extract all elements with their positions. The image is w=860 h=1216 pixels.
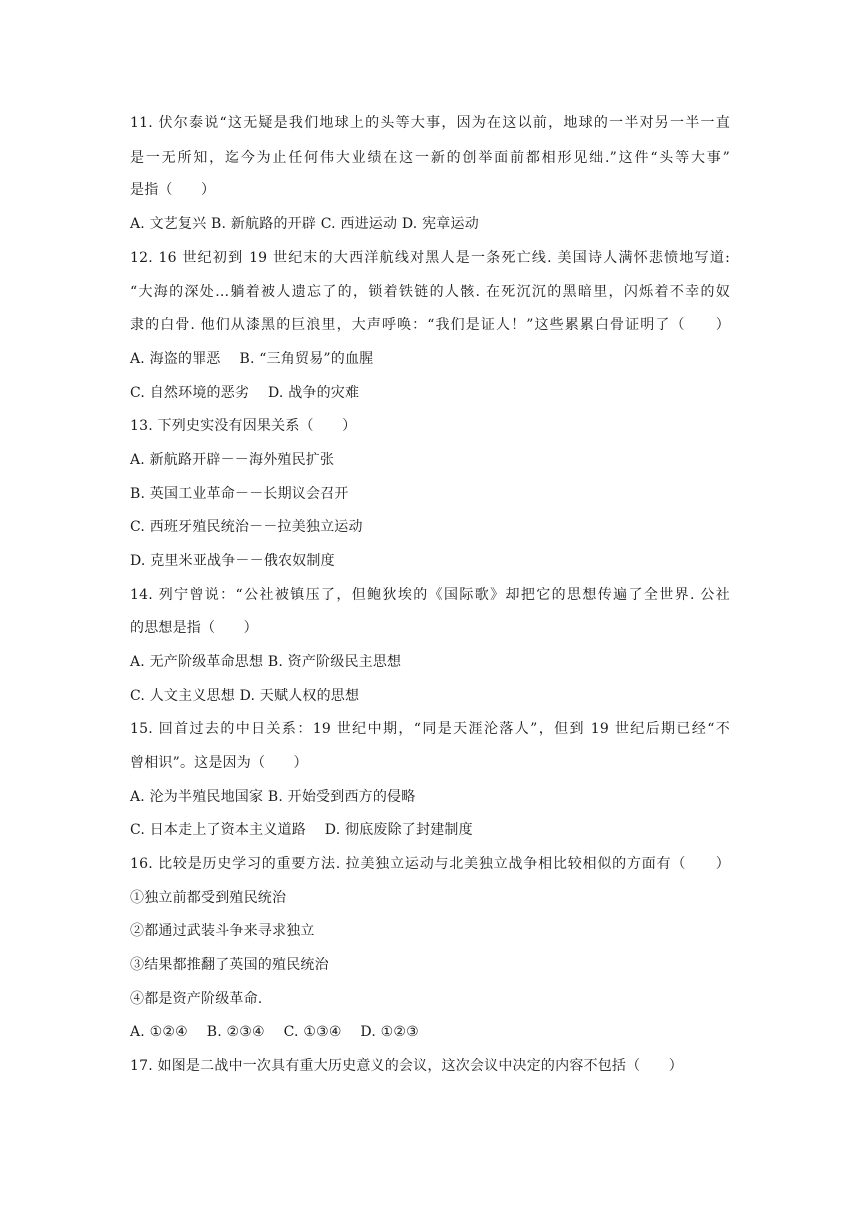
question-12-line-3: 隶的白骨. 他们从漆黑的巨浪里，大声呼唤：“我们是证人！”这些累累白骨证明了（ ） <box>130 317 730 333</box>
question-11-line-1: 11. 伏尔泰说“这无疑是我们地球上的头等大事，因为在这以前，地球的一半对另一半一直 <box>130 115 730 131</box>
question-11-line-2: 是一无所知，迄今为止任何伟大业绩在这一新的创举面前都相形见绌.”这件“头等大事” <box>130 150 730 166</box>
question-15-line-2: 曾相识”。这是因为（ ） <box>130 755 308 771</box>
question-16-statement-3: ③结果都推翻了英国的殖民统治 <box>130 957 329 973</box>
question-13-line-1: 13. 下列史实没有因果关系（ ） <box>130 418 357 434</box>
question-14-option-row-2: C. 人文主义思想 D. 天赋人权的思想 <box>130 688 360 704</box>
question-11-options: A. 文艺复兴 B. 新航路的开辟 C. 西进运动 D. 宪章运动 <box>130 216 479 232</box>
question-16-statement-4: ④都是资产阶级革命. <box>130 991 263 1007</box>
question-16-line-1: 16. 比较是历史学习的重要方法. 拉美独立运动与北美独立战争相比较相似的方面有（ ） <box>130 856 730 872</box>
question-15-option-row-2: C. 日本走上了资本主义道路 D. 彻底废除了封建制度 <box>130 822 473 838</box>
question-15-line-1: 15. 回首过去的中日关系：19 世纪中期，“同是天涯沦落人”，但到 19 世纪后期已经“不 <box>130 721 730 737</box>
question-16-options: A. ①②④ B. ②③④ C. ①③④ D. ①②③ <box>130 1024 419 1040</box>
question-12-line-2: “大海的深处…躺着被人遗忘了的，锁着铁链的人骸. 在死沉沉的黑暗里，闪烁着不幸的奴 <box>130 284 730 300</box>
question-11-line-3: 是指（ ） <box>130 182 216 198</box>
question-12-line-1: 12. 16 世纪初到 19 世纪末的大西洋航线对黑人是一条死亡线. 美国诗人满怀悲愤地写道: <box>130 250 730 266</box>
question-13-option-b: B. 英国工业革命－－长期议会召开 <box>130 486 349 502</box>
question-13-option-c: C. 西班牙殖民统治－－拉美独立运动 <box>130 519 363 535</box>
question-16-statement-2: ②都通过武装斗争来寻求独立 <box>130 923 315 939</box>
question-17-line-1: 17. 如图是二战中一次具有重大历史意义的会议，这次会议中决定的内容不包括（ ） <box>130 1058 683 1074</box>
question-15-option-row-1: A. 沦为半殖民地国家 B. 开始受到西方的侵略 <box>130 789 416 805</box>
question-16-statement-1: ①独立前都受到殖民统治 <box>130 890 287 906</box>
question-13-option-a: A. 新航路开辟－－海外殖民扩张 <box>130 452 335 468</box>
question-14-line-2: 的思想是指（ ） <box>130 620 258 636</box>
question-14-line-1: 14. 列宁曾说：“公社被镇压了，但鲍狄埃的《国际歌》却把它的思想传遍了全世界. 公社 <box>130 587 730 603</box>
question-14-option-row-1: A. 无产阶级革命思想 B. 资产阶级民主思想 <box>130 654 402 670</box>
question-13-option-d: D. 克里米亚战争－－俄农奴制度 <box>130 553 335 569</box>
question-12-option-row-2: C. 自然环境的恶劣 D. 战争的灾难 <box>130 385 360 401</box>
question-12-option-row-1: A. 海盗的罪恶 B. “三角贸易”的血腥 <box>130 351 374 367</box>
